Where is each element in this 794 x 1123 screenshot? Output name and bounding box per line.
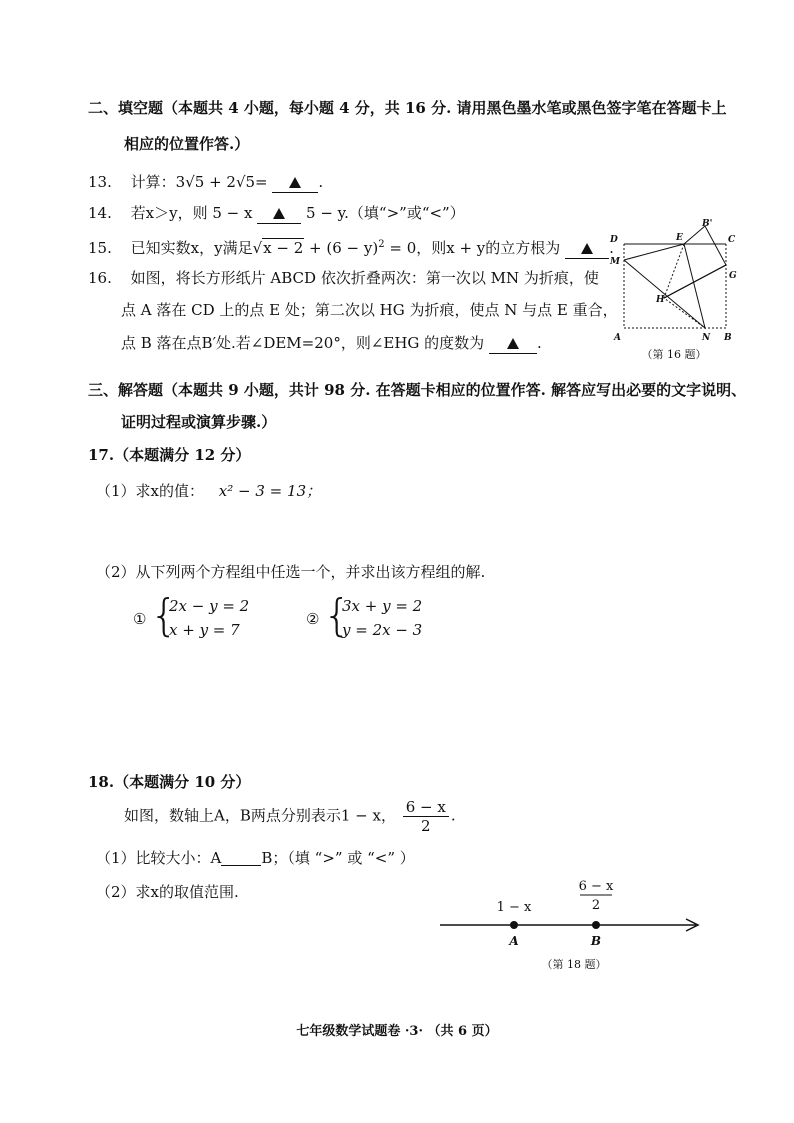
question-16-line3: 点 B 落在点B′处.若∠DEM=20°，则∠EHG 的度数为 .	[121, 334, 542, 352]
left-brace-icon: {	[150, 590, 178, 641]
answer-blank-18[interactable]	[221, 849, 261, 866]
triangle-icon	[507, 338, 519, 349]
label-a: A	[614, 333, 621, 343]
answer-blank-13[interactable]	[272, 172, 318, 193]
question-16-line1: 16. 如图，将长方形纸片 ABCD 依次折叠两次：第一次以 MN 为折痕，使	[88, 269, 599, 287]
q13-expression: 3√5 + 2√5=	[175, 173, 268, 191]
crease-hg	[664, 265, 726, 298]
section3-title: 三、解答题（本题共 9 小题，共计 98 分. 在答题卡相应的位置作答. 解答应写出必要的文字说明、	[88, 381, 747, 399]
question-13: 13. 计算：3√5 + 2√5= .	[88, 173, 324, 191]
question-15: 15. 已知实数x，y满足$√x - 2 + (6 - y)^2 = 0$，则x + y的立方根为 .	[88, 239, 614, 257]
q17-part2: （2）从下列两个方程组中任选一个，并求出该方程组的解.	[96, 563, 486, 581]
q18-intro: 如图，数轴上A，B两点分别表示1 − x， $\frac{6 - x}{2}$ .	[124, 798, 456, 835]
section3-title-cont: 证明过程或演算步骤.）	[121, 413, 277, 431]
q13-text: 计算：	[130, 173, 176, 191]
point-b-dot	[592, 921, 600, 929]
answer-blank-15[interactable]	[565, 238, 609, 259]
sys1-eq2: x + y = 7	[169, 621, 240, 639]
triangle-icon	[581, 243, 593, 254]
label-point-a: A	[509, 934, 519, 948]
figure-16	[604, 218, 744, 368]
figure-16-caption: （第 16 题）	[641, 348, 707, 361]
label-g: G	[729, 271, 737, 281]
label-b: B	[724, 333, 732, 343]
q18-part2: （2）求x的取值范围.	[96, 883, 239, 901]
label-1-minus-x: 1 − x	[496, 900, 532, 915]
sys2-eq2: y = 2x − 3	[342, 621, 423, 639]
circle-one-mark: ①	[133, 610, 147, 628]
label-point-b: B	[590, 934, 602, 948]
q14-text-a: 若x＞y，则 5 − x	[130, 204, 253, 222]
q17-part1-expression: x² − 3 = 13；	[218, 482, 322, 500]
answer-blank-16[interactable]	[489, 333, 537, 354]
label-n: N	[702, 333, 711, 343]
label-b-prime: B'	[702, 219, 713, 229]
q18-part1: （1）比较大小：A B；（填 “>” 或 “<” ）	[96, 849, 415, 867]
fold-crease-dashed	[664, 244, 705, 328]
question-16-line2: 点 A 落在 CD 上的点 E 处；第二次以 HG 为折痕，使点 N 与点 E 重合，	[121, 301, 618, 319]
point-a-dot	[510, 921, 518, 929]
q15-expr-mid: + (6 − y)	[309, 239, 379, 257]
triangle-icon	[289, 177, 301, 188]
circle-two-mark: ②	[306, 610, 320, 628]
triangle-icon	[273, 208, 285, 219]
q13-number: 13.	[88, 173, 112, 191]
q16-number: 16.	[88, 269, 112, 287]
sys1-eq1: 2x − y = 2	[169, 597, 250, 615]
question-14	[88, 203, 465, 224]
q15-number: 15.	[88, 239, 112, 257]
fraction-6-minus-x-over-2: $\frac{6 - x}{2}$	[403, 798, 449, 835]
q17-part1: （1）求x的值： x² − 3 = 13；	[96, 482, 322, 500]
label-m: M	[610, 257, 620, 267]
q15-expr-end: = 0，则x + y的立方根为	[389, 239, 561, 257]
left-brace-icon: {	[323, 590, 351, 641]
sys2-eq1: 3x + y = 2	[342, 597, 423, 615]
q14-number: 14.	[88, 204, 112, 222]
q15-text: 已知实数x，y满足	[130, 239, 253, 257]
q18-header: 18.（本题满分 10 分）	[88, 773, 251, 791]
section2-title: 二、填空题（本题共 4 小题，每小题 4 分，共 16 分. 请用黑色墨水笔或黑色签字笔在答题卡上	[88, 99, 727, 117]
label-d: D	[610, 235, 618, 245]
q17-header: 17.（本题满分 12 分）	[88, 446, 251, 464]
section2-title-cont: 相应的位置作答.）	[124, 135, 250, 153]
label-c: C	[728, 235, 736, 245]
q14-text-b: 5 − y.（填“>”或“<”）	[306, 204, 465, 222]
label-h: H	[656, 295, 665, 305]
sqrt-expression: √x − 2	[252, 239, 304, 257]
label-e: E	[676, 233, 683, 243]
figure-18-number-line	[430, 876, 710, 976]
answer-blank-14[interactable]	[257, 203, 301, 224]
page-footer: 七年级数学试题卷 ·3· （共 6 页）	[296, 1024, 498, 1039]
fold-triangle-men	[624, 244, 705, 328]
figure-18-caption: （第 18 题）	[541, 958, 607, 971]
label-frac-den: 2	[591, 898, 601, 913]
label-frac-num: 6 − x	[578, 879, 614, 894]
